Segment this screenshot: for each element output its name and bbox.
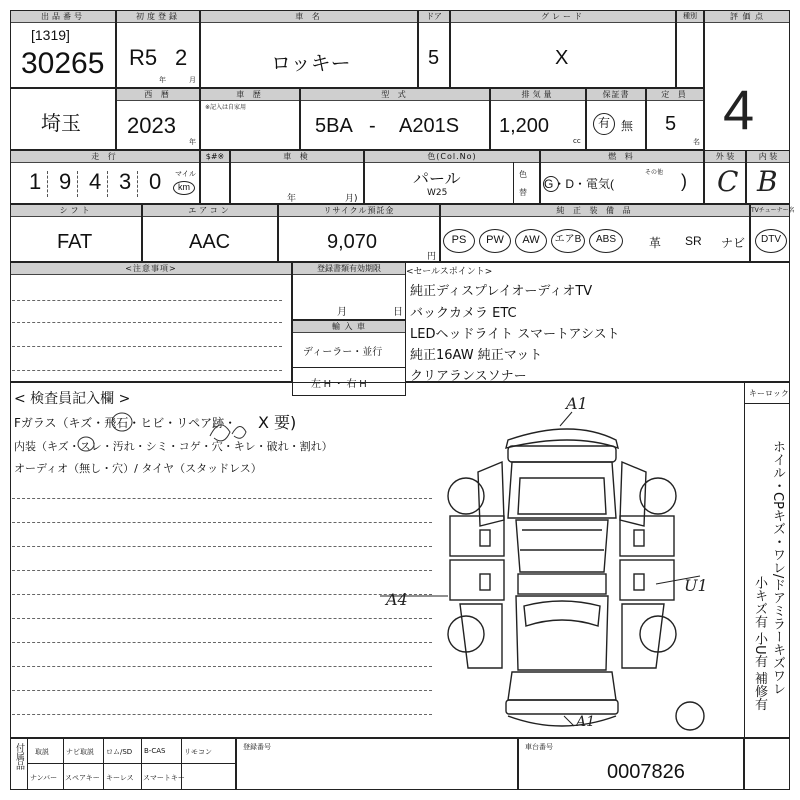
lot-code: [1319]	[31, 27, 70, 43]
import-value: ディーラー・並行	[303, 347, 383, 358]
shift: FAT	[57, 231, 93, 253]
first-reg-label: 初度登録	[117, 11, 199, 23]
warranty-cell	[586, 88, 646, 150]
grade-cell	[450, 10, 676, 88]
equip-dtv: DTV	[755, 229, 787, 253]
warranty-label: 保証書	[587, 89, 645, 101]
color-change-top: 色	[519, 170, 527, 179]
shift-cell	[10, 204, 142, 262]
model-prefix: 5BA	[315, 115, 353, 137]
inspector-title: < 検査員記入欄 >	[14, 391, 131, 407]
inspection-year: 年	[287, 194, 297, 204]
acc-item: スペアキー	[65, 774, 100, 782]
ac-cell	[142, 204, 278, 262]
right-note-1: ホイル・CPキズ・ワレ/ドアミラーキズワレ	[770, 440, 785, 696]
equip-ps: PS	[443, 229, 475, 253]
accessories-side-label: 付属品	[14, 743, 24, 770]
region-cell	[10, 88, 116, 150]
accessories-box	[10, 738, 236, 790]
shift-label: シフト	[11, 205, 141, 217]
inspection-label: 車 検	[231, 151, 363, 163]
warranty-no: 無	[621, 119, 634, 133]
damage-mark: A4	[386, 590, 408, 609]
meter-cell	[200, 150, 230, 204]
chassis-box	[518, 738, 744, 790]
damage-mark: A1	[576, 714, 596, 730]
car-diagram	[420, 400, 740, 736]
color-code: W25	[427, 188, 448, 198]
selling-point: LEDヘッドライト スマートアシスト	[410, 327, 620, 342]
chassis-number: 0007826	[607, 761, 685, 783]
western-year: 2023	[127, 113, 176, 138]
km-unit: km	[173, 181, 195, 195]
doors-label: ドア	[419, 11, 449, 23]
fglass-line: Fガラス（キズ・飛石・ヒビ・リペア跡・	[14, 416, 237, 430]
acc-item: B-CAS	[144, 747, 166, 755]
model-dash: -	[369, 115, 376, 137]
valid-day: 日	[393, 307, 403, 318]
damage-mark: U1	[684, 576, 708, 595]
color-label: 色(Col.No)	[365, 151, 539, 163]
exterior: C	[717, 165, 739, 198]
tuner-label: TVチューナー名	[751, 205, 789, 217]
western-label: 西 暦	[117, 89, 199, 101]
capacity-label: 定 員	[647, 89, 703, 101]
type-label: 種別	[677, 11, 703, 23]
model-label: 型 式	[301, 89, 489, 101]
history-note: ※記入は自家用	[205, 104, 247, 111]
lot-number: 30265	[21, 47, 105, 80]
exterior-label: 外 装	[705, 151, 745, 163]
lot-cell	[10, 10, 116, 88]
grade: X	[555, 47, 569, 69]
model-cell	[300, 88, 490, 150]
fuel-close: )	[681, 171, 687, 191]
equip-pw: PW	[479, 229, 511, 253]
keylock-label: キーロック	[749, 389, 789, 398]
history-label: 車 歴	[201, 89, 299, 101]
score-cell	[704, 10, 790, 152]
doors-cell	[418, 10, 450, 88]
month-mark: 月	[189, 76, 196, 84]
keylock-box	[744, 382, 790, 404]
import-label: 輸 入 車	[293, 321, 405, 333]
acc-item: キーレス	[106, 774, 134, 782]
chassis-label: 車台番号	[525, 743, 553, 751]
lot-label: 出品番号	[11, 11, 115, 23]
fuel-label: 燃 料	[541, 151, 703, 163]
ac-label: エアコン	[143, 205, 277, 217]
mileage-digit: 1	[29, 169, 42, 194]
acc-item: スマートキー	[143, 774, 185, 782]
caution-label: <注意事項>	[11, 263, 291, 275]
history-cell	[200, 88, 300, 150]
mileage-digit: 3	[119, 169, 132, 194]
cc-unit: cc	[573, 137, 581, 145]
capacity: 5	[665, 113, 677, 135]
score-label: 評 価 点	[705, 11, 789, 23]
first-reg-cell	[116, 10, 200, 88]
car-name-label: 車 名	[201, 11, 417, 23]
valid-box	[292, 262, 406, 320]
meter-label: $#※	[201, 151, 229, 163]
selling-point: クリアランスソナー	[410, 369, 527, 384]
fglass-x: X 要)	[258, 413, 297, 432]
year-mark: 年	[159, 76, 166, 84]
fuel: G・D・電気(	[544, 177, 614, 191]
color-cell	[364, 150, 540, 204]
selling-label: <セールスポイント>	[406, 267, 493, 277]
exterior-cell	[704, 150, 746, 204]
equip-leather: 革	[649, 236, 662, 250]
first-reg-month: 2	[175, 45, 188, 70]
displacement-label: 排気量	[491, 89, 585, 101]
color-change-bottom: 替	[519, 188, 527, 197]
inspection-month: 月)	[345, 194, 358, 204]
reg-label: 登録番号	[243, 743, 271, 751]
car-name: ロッキー	[271, 53, 351, 75]
fuel-other: その他	[645, 169, 664, 176]
acc-item: リモコン	[184, 748, 212, 756]
acc-item: ナンバー	[30, 774, 58, 782]
audio-tire-line: オーディオ（無し・穴）/ タイヤ（スタッドレス）	[14, 462, 262, 475]
displacement: 1,200	[499, 115, 550, 137]
acc-item: 取説	[35, 748, 49, 756]
mileage-digit: 0	[149, 169, 162, 194]
selling-point: 純正ディスプレイオーディオTV	[410, 284, 593, 299]
recycle-label: リサイクル預託金	[279, 205, 439, 217]
mileage-label: 走 行	[11, 151, 199, 163]
selling-point: バックカメラ ETC	[410, 306, 517, 321]
score: 4	[723, 78, 755, 141]
mileage-digit: 4	[89, 169, 102, 194]
equipment-label: 純 正 装 備 品	[441, 205, 749, 217]
tuner-cell	[750, 204, 795, 262]
equip-sunroof: SR	[685, 234, 702, 248]
model-code: A201S	[399, 115, 460, 137]
right-note-2: 小キズ有 小U有 補修有	[752, 576, 767, 711]
capacity-cell	[646, 88, 704, 150]
equip-airbag: エアB	[551, 229, 585, 253]
valid-label: 登録書類有効期限	[293, 263, 405, 275]
yen-unit: 円	[427, 252, 437, 262]
selling-point: 純正16AW 純正マット	[410, 348, 543, 363]
color: パール	[413, 171, 461, 188]
valid-month: 月	[337, 307, 347, 318]
inspection-cell	[230, 150, 364, 204]
ac: AAC	[189, 231, 231, 253]
doors: 5	[428, 47, 440, 69]
equip-aw: AW	[515, 229, 547, 253]
footer-blank	[744, 738, 790, 790]
interior: B	[757, 165, 778, 198]
acc-item: ロム/SD	[106, 748, 133, 756]
year-mark-2: 年	[189, 138, 196, 146]
type-cell	[676, 10, 704, 88]
recycle-cell	[278, 204, 440, 262]
equip-abs: ABS	[589, 229, 623, 253]
car-name-cell	[200, 10, 418, 88]
region: 埼玉	[41, 113, 81, 135]
interior-label: 内 装	[747, 151, 789, 163]
capacity-unit: 名	[693, 138, 700, 146]
displacement-cell	[490, 88, 586, 150]
first-reg-era: R5	[129, 45, 158, 70]
mileage-digit: 9	[59, 169, 72, 194]
acc-item: ナビ取説	[66, 748, 94, 756]
equipment-cell	[440, 204, 750, 262]
warranty-yes: 有	[593, 113, 615, 135]
mileage-cell	[10, 150, 200, 204]
fuel-cell	[540, 150, 704, 204]
mile-unit: マイル	[175, 170, 196, 178]
reg-number-box	[236, 738, 518, 790]
recycle: 9,070	[327, 231, 378, 253]
equip-navi: ナビ	[721, 236, 746, 250]
handle: 左 H ・ 右 H	[311, 379, 367, 390]
handwritten-scribble	[60, 406, 300, 456]
grade-label: グレード	[451, 11, 675, 23]
interior-cell	[746, 150, 790, 204]
western-year-cell	[116, 88, 200, 150]
interior-line: 内装（キズ・スレ・汚れ・シミ・コゲ・穴・キレ・破れ・割れ）	[14, 440, 333, 453]
damage-mark: A1	[566, 394, 588, 413]
